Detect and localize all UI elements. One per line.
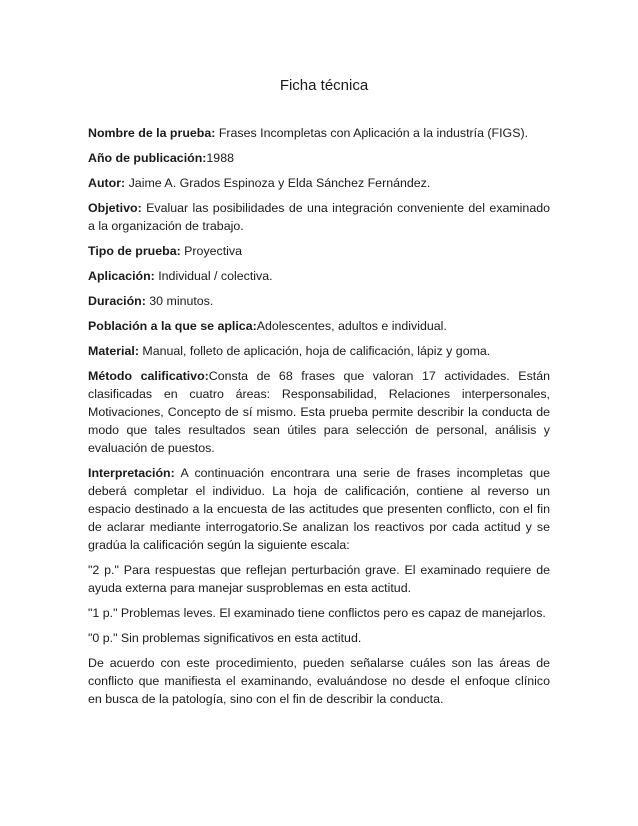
field-label: Tipo de prueba: (88, 244, 181, 258)
field-value: Individual / colectiva. (154, 269, 273, 283)
field-label: Duración: (88, 294, 146, 308)
field-value: Evaluar las posibilidades de una integración conveniente del examinado a la organización de trabajo. (88, 201, 550, 233)
field-value: Proyectiva (180, 244, 243, 258)
field-publication-year (88, 149, 550, 167)
field-value: Consta de 68 frases que valoran 17 actividades. Están clasificadas en cuatro áreas: Responsabilidad, Relaciones interpersonales, Motivaciones, Concepto de sí mismo. Esta prueba permite describir la conducta de modo que tales resultados sean útiles para selección de personal, análisis y evaluación de puestos. (88, 369, 550, 455)
field-value: Frases Incompletas con Aplicación a la industría (FIGS). (215, 126, 529, 140)
field-population (88, 317, 550, 335)
field-objective (88, 199, 550, 235)
field-scoring-method (88, 367, 550, 457)
field-value: Manual, folleto de aplicación, hoja de calificación, lápiz y goma. (138, 344, 491, 358)
field-label: Objetivo: (88, 201, 142, 215)
field-label: Material: (88, 344, 139, 358)
field-label: Interpretación: (88, 466, 175, 480)
field-material (88, 342, 550, 360)
field-test-name (88, 124, 550, 142)
scale-item-1p: "1 p." Problemas leves. El examinado tiene conflictos pero es capaz de manejarlos. (88, 606, 546, 620)
field-label: Nombre de la prueba: (88, 126, 216, 140)
field-value: 1988 (206, 151, 234, 165)
field-interpretation (88, 464, 550, 554)
scale-item-2p: "2 p." Para respuestas que reflejan perturbación grave. El examinado requiere de ayuda externa para manejar susproblemas en esta actitud. (88, 563, 550, 595)
document-title: Ficha técnica (279, 77, 369, 94)
field-application (88, 267, 550, 285)
closing-paragraph: De acuerdo con este procedimiento, pueden señalarse cuáles son las áreas de conflicto que manifiesta el examinando, evaluándose no desde el enfoque clínico en busca de la patología, sino con el fin de describir la conducta. (88, 656, 550, 706)
field-label: Año de publicación: (88, 151, 207, 165)
field-label: Autor: (88, 176, 126, 190)
field-author (88, 174, 550, 192)
field-value: 30 minutos. (145, 294, 214, 308)
field-label: Población a la que se aplica: (88, 319, 257, 333)
field-value: Adolescentes, adultos e individual. (256, 319, 447, 333)
scale-item-0p: "0 p." Sin problemas significativos en esta actitud. (88, 631, 362, 645)
field-value: A continuación encontrara una serie de frases incompletas que deberá completar el individuo. La hoja de calificación, contiene al reverso un espacio destinado a la encuesta de las actitudes que presenten conflicto, con el fin de aclarar mediante interrogatorio.Se analizan los reactivos por cada actitud y se gradúa la calificación según la siguiente escala: (88, 466, 550, 552)
field-value: Jaime A. Grados Espinoza y Elda Sánchez Fernández. (125, 176, 431, 190)
field-duration (88, 292, 550, 310)
field-label: Aplicación: (88, 269, 155, 283)
field-label: Método calificativo: (88, 369, 209, 383)
field-test-type (88, 242, 550, 260)
